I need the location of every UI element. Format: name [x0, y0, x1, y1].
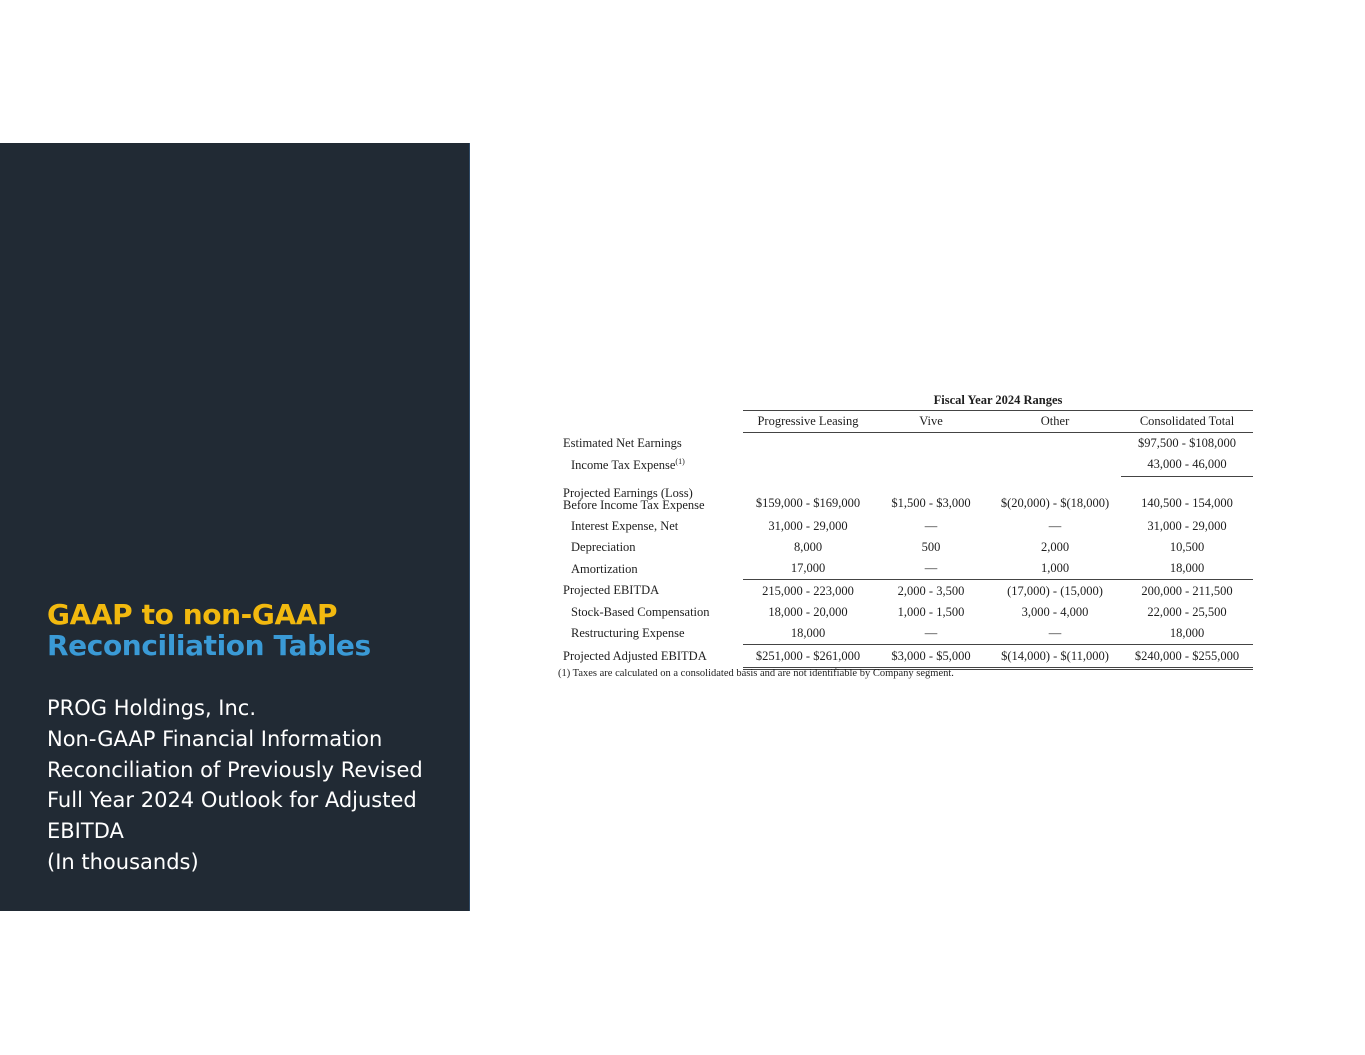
cell: 18,000 — [1169, 626, 1205, 641]
table-row — [558, 516, 1253, 537]
description-line: Non-GAAP Financial Information — [47, 726, 383, 751]
row-label: Projected Adjusted EBITDA — [563, 649, 707, 664]
cell: 43,000 - 46,000 — [1121, 454, 1253, 476]
cell: 8,000 — [793, 540, 823, 555]
cell: 200,000 - 211,500 — [1121, 580, 1253, 602]
row-label: Interest Expense, Net — [571, 518, 679, 533]
table-row — [558, 476, 1253, 516]
cell: 18,000 - 20,000 — [768, 604, 848, 619]
description-line: PROG Holdings, Inc. — [47, 696, 257, 720]
row-label-line: Projected Earnings (Loss) — [563, 485, 693, 500]
cell: 22,000 - 25,500 — [1147, 604, 1227, 619]
column-header: Vive — [873, 411, 989, 433]
row-label-line: Before Income Tax Expense — [563, 497, 705, 512]
column-header: Other — [989, 411, 1121, 433]
description-line: EBITDA — [47, 819, 124, 844]
cell — [873, 454, 989, 476]
cell: 2,000 - 3,500 — [873, 580, 989, 602]
footnote-mark: (1) — [675, 457, 685, 467]
row-label — [558, 454, 743, 476]
cell: 31,000 - 29,000 — [1147, 518, 1227, 533]
cell: 18,000 — [1169, 561, 1205, 576]
table-row — [558, 602, 1253, 623]
description-line: Reconciliation of Previously Revised — [47, 757, 423, 782]
cell: 2,000 — [1040, 540, 1070, 555]
table-row — [558, 454, 1253, 476]
description-line: Full Year 2024 Outlook for Adjusted — [47, 788, 417, 813]
cell: 31,000 - 29,000 — [768, 518, 848, 533]
cell: — — [1048, 626, 1062, 641]
table-footnote: (1) Taxes are calculated on a consolidated basis and are not identifiable by Company segment. — [558, 668, 954, 679]
cell: $240,000 - $255,000 — [1121, 645, 1253, 668]
cell — [989, 433, 1121, 455]
cell: 3,000 - 4,000 — [1021, 604, 1089, 619]
row-label: Stock-Based Compensation — [571, 604, 710, 619]
table-row — [558, 645, 1253, 668]
title-line-2: Reconciliation Tables — [47, 629, 371, 662]
description-line: (In thousands) — [47, 849, 199, 874]
table-row — [558, 580, 1253, 602]
row-label: Estimated Net Earnings — [563, 435, 682, 450]
table-row — [558, 558, 1253, 580]
cell: 1,000 - 1,500 — [897, 604, 965, 619]
cell: 18,000 — [790, 626, 826, 641]
side-panel — [0, 143, 470, 911]
cell: (17,000) - (15,000) — [989, 580, 1121, 602]
table-row — [558, 623, 1253, 645]
cell: $159,000 - $169,000 — [755, 495, 861, 510]
cell — [743, 454, 873, 476]
row-label: Amortization — [571, 561, 638, 576]
cell — [743, 433, 873, 455]
cell: $(14,000) - $(11,000) — [989, 645, 1121, 668]
row-label — [558, 476, 743, 516]
cell: 140,500 - 154,000 — [1141, 495, 1233, 510]
cell: — — [924, 518, 938, 533]
row-label: Projected EBITDA — [563, 583, 660, 598]
cell: $3,000 - $5,000 — [873, 645, 989, 668]
cell: $97,500 - $108,000 — [1138, 436, 1236, 451]
cell: 10,500 — [1169, 540, 1205, 555]
cell: 1,000 — [1040, 561, 1070, 576]
group-header: Fiscal Year 2024 Ranges — [743, 390, 1253, 411]
row-label: Restructuring Expense — [571, 626, 685, 641]
section-title — [47, 599, 371, 661]
cell: — — [924, 626, 938, 641]
row-label-text: Income Tax Expense — [571, 458, 676, 473]
table-row — [558, 537, 1253, 558]
cell — [873, 433, 989, 455]
row-label: Depreciation — [571, 540, 636, 555]
cell — [989, 454, 1121, 476]
cell: 17,000 — [790, 561, 826, 576]
cell: — — [924, 561, 938, 576]
description — [47, 693, 447, 878]
column-header: Progressive Leasing — [743, 411, 873, 433]
column-header: Consolidated Total — [1121, 411, 1253, 433]
reconciliation-table — [558, 390, 1253, 670]
cell: $251,000 - $261,000 — [743, 645, 873, 668]
cell: $1,500 - $3,000 — [891, 495, 971, 510]
cell: 215,000 - 223,000 — [743, 580, 873, 602]
cell: — — [1048, 518, 1062, 533]
title-line-1: GAAP to non-GAAP — [47, 598, 338, 631]
cell: $(20,000) - $(18,000) — [1000, 495, 1110, 510]
table-row — [558, 433, 1253, 455]
cell: 500 — [921, 540, 941, 555]
